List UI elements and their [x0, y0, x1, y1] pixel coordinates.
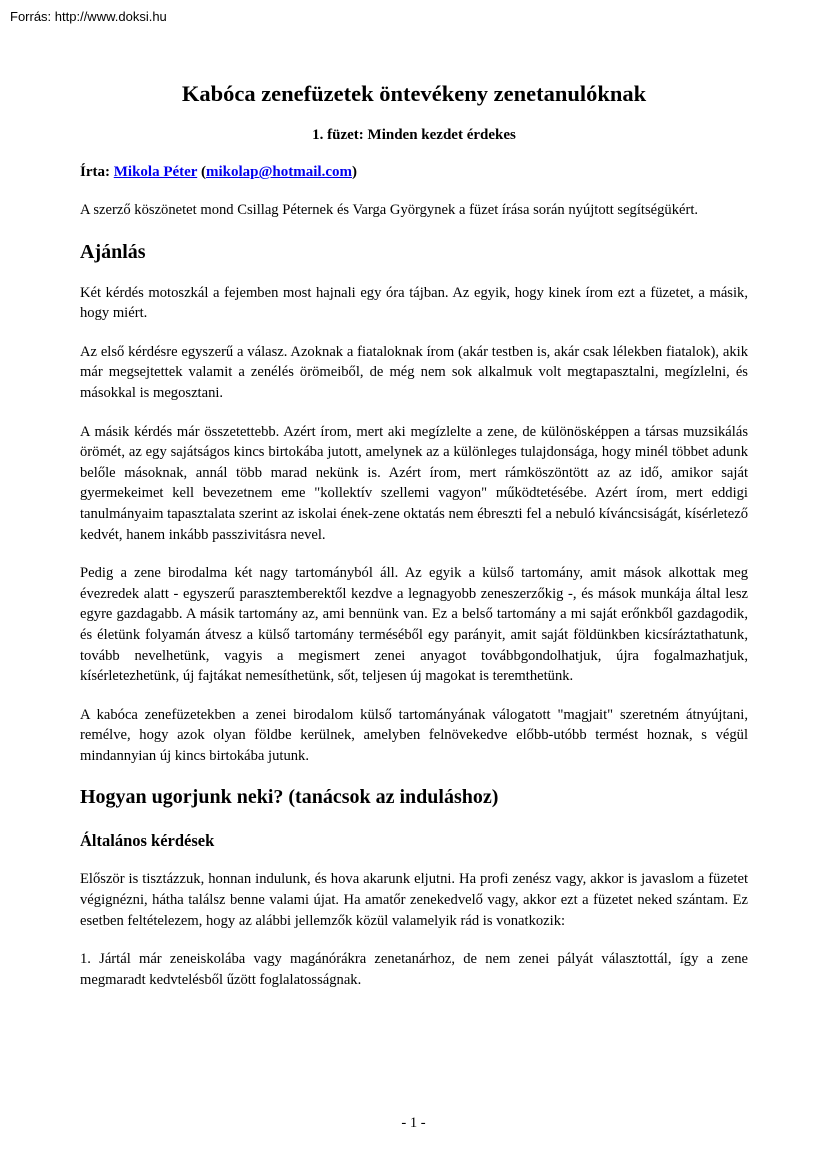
section-heading-hogyan-ugorjunk: Hogyan ugorjunk neki? (tanácsok az induláshoz)	[80, 786, 499, 809]
paragraph: A kabóca zenefüzetekben a zenei birodalom külső tartományának válogatott "magjait" szeretném átnyújtani, remélve, hogy azok olyan földbe kerülnek, amelyben felnövekedve előbb-utóbb termést hoznak, s végül mindannyian új kincs birtokába jutunk.	[80, 706, 748, 764]
source-note: Forrás: http://www.doksi.hu	[10, 9, 167, 24]
document-content	[80, 0, 748, 990]
byline-prefix: Írta:	[80, 164, 114, 180]
page-subtitle: 1. füzet: Minden kezdet érdekes	[312, 127, 516, 143]
acknowledgement-paragraph: A szerző köszönetet mond Csillag Péternek és Varga Györgynek a füzet írása során nyújtott segítségükért.	[80, 202, 699, 218]
paragraph: Először is tisztázzuk, honnan indulunk, és hova akarunk eljutni. Ha profi zenész vagy, akkor is javaslom a füzetet végignézni, hátha találsz benne valami újat. Ha amatőr zenekedvelő vagy, akkor ezt a füzetet neked szántam. Ez esetben feltételezem, hogy az alábbi jellemzők közül valamelyik rád is vonatkozik:	[80, 871, 748, 929]
paragraph: Pedig a zene birodalma két nagy tartományból áll. Az egyik a külső tartomány, amit mások alkottak meg évezredek alatt - egyszerű parasztemberektől kezdve a legnagyobb zeneszerzőkig -, és mások munkája által lesz egyre gazdagabb. A másik tartomány az, ami bennünk van. Ez a belső tartomány a mi saját erőnkből gazdagodik, és életünk folyamán átvesz a külső tartomány terméséből egy parányit, amit saját földünkben kicsíráztathatunk, tovább nevelhetünk, vagyis a megismert zenei anyagot továbbgondolhatjuk, újra fogalmazhatjuk, kísérletezhetünk, új fajtákat nemesíthetünk, sőt, teljesen új magokat is teremthetünk.	[80, 565, 748, 685]
paragraph: A másik kérdés már összetettebb. Azért írom, mert aki megízlelte a zene, de különösképpen a társas muzsikálás örömét, az egy sajátságos kincs birtokába jutott, amelynek az a különleges tulajdonsága, hogy minél többet adunk belőle másoknak, annál több marad nekünk is. Azért írom, mert rámköszöntött az az idő, amikor saját gyermekeimet kell bevezetnem eme "kollektív szellemi vagyon" működtetésébe. Azért írom, mert eddigi tanulmányaim tapasztalata szerint az iskolai ének-zene oktatás nem ébreszti fel a nebuló kíváncsiságát, kísérletező kedvét, hanem inkább passzivitásra nevel.	[80, 423, 748, 543]
email-link[interactable]: mikolap@hotmail.com	[205, 164, 352, 180]
sub-heading-altalanos-kerdesek: Általános kérdések	[80, 831, 215, 851]
author-link[interactable]: Mikola Péter	[113, 164, 198, 180]
byline-open-paren: (	[197, 164, 206, 180]
paragraph: Az első kérdésre egyszerű a válasz. Azoknak a fiataloknak írom (akár testben is, akár csak lélekben fiatalok), akik már megsejtettek valamit a zenélés örömeiből, de még nem sok alkalmuk volt megtapasztalni, megízlelni, és másokkal is megosztani.	[80, 343, 748, 401]
section-heading-ajanlas: Ajánlás	[80, 240, 146, 263]
paragraph: Két kérdés motoszkál a fejemben most hajnali egy óra tájban. Az egyik, hogy kinek írom ezt a füzetet, a másik, hogy miért.	[80, 284, 748, 322]
page-title: Kabóca zenefüzetek öntevékeny zenetanulóknak	[181, 81, 647, 106]
byline	[80, 162, 748, 182]
page-number: - 1 -	[401, 1115, 426, 1131]
byline-close-paren: )	[352, 164, 357, 180]
paragraph: 1. Jártál már zeneiskolába vagy magánórákra zenetanárhoz, de nem zenei pályát választottál, így a zene megmaradt kedvtelésből űzött foglalatosságnak.	[80, 951, 748, 988]
